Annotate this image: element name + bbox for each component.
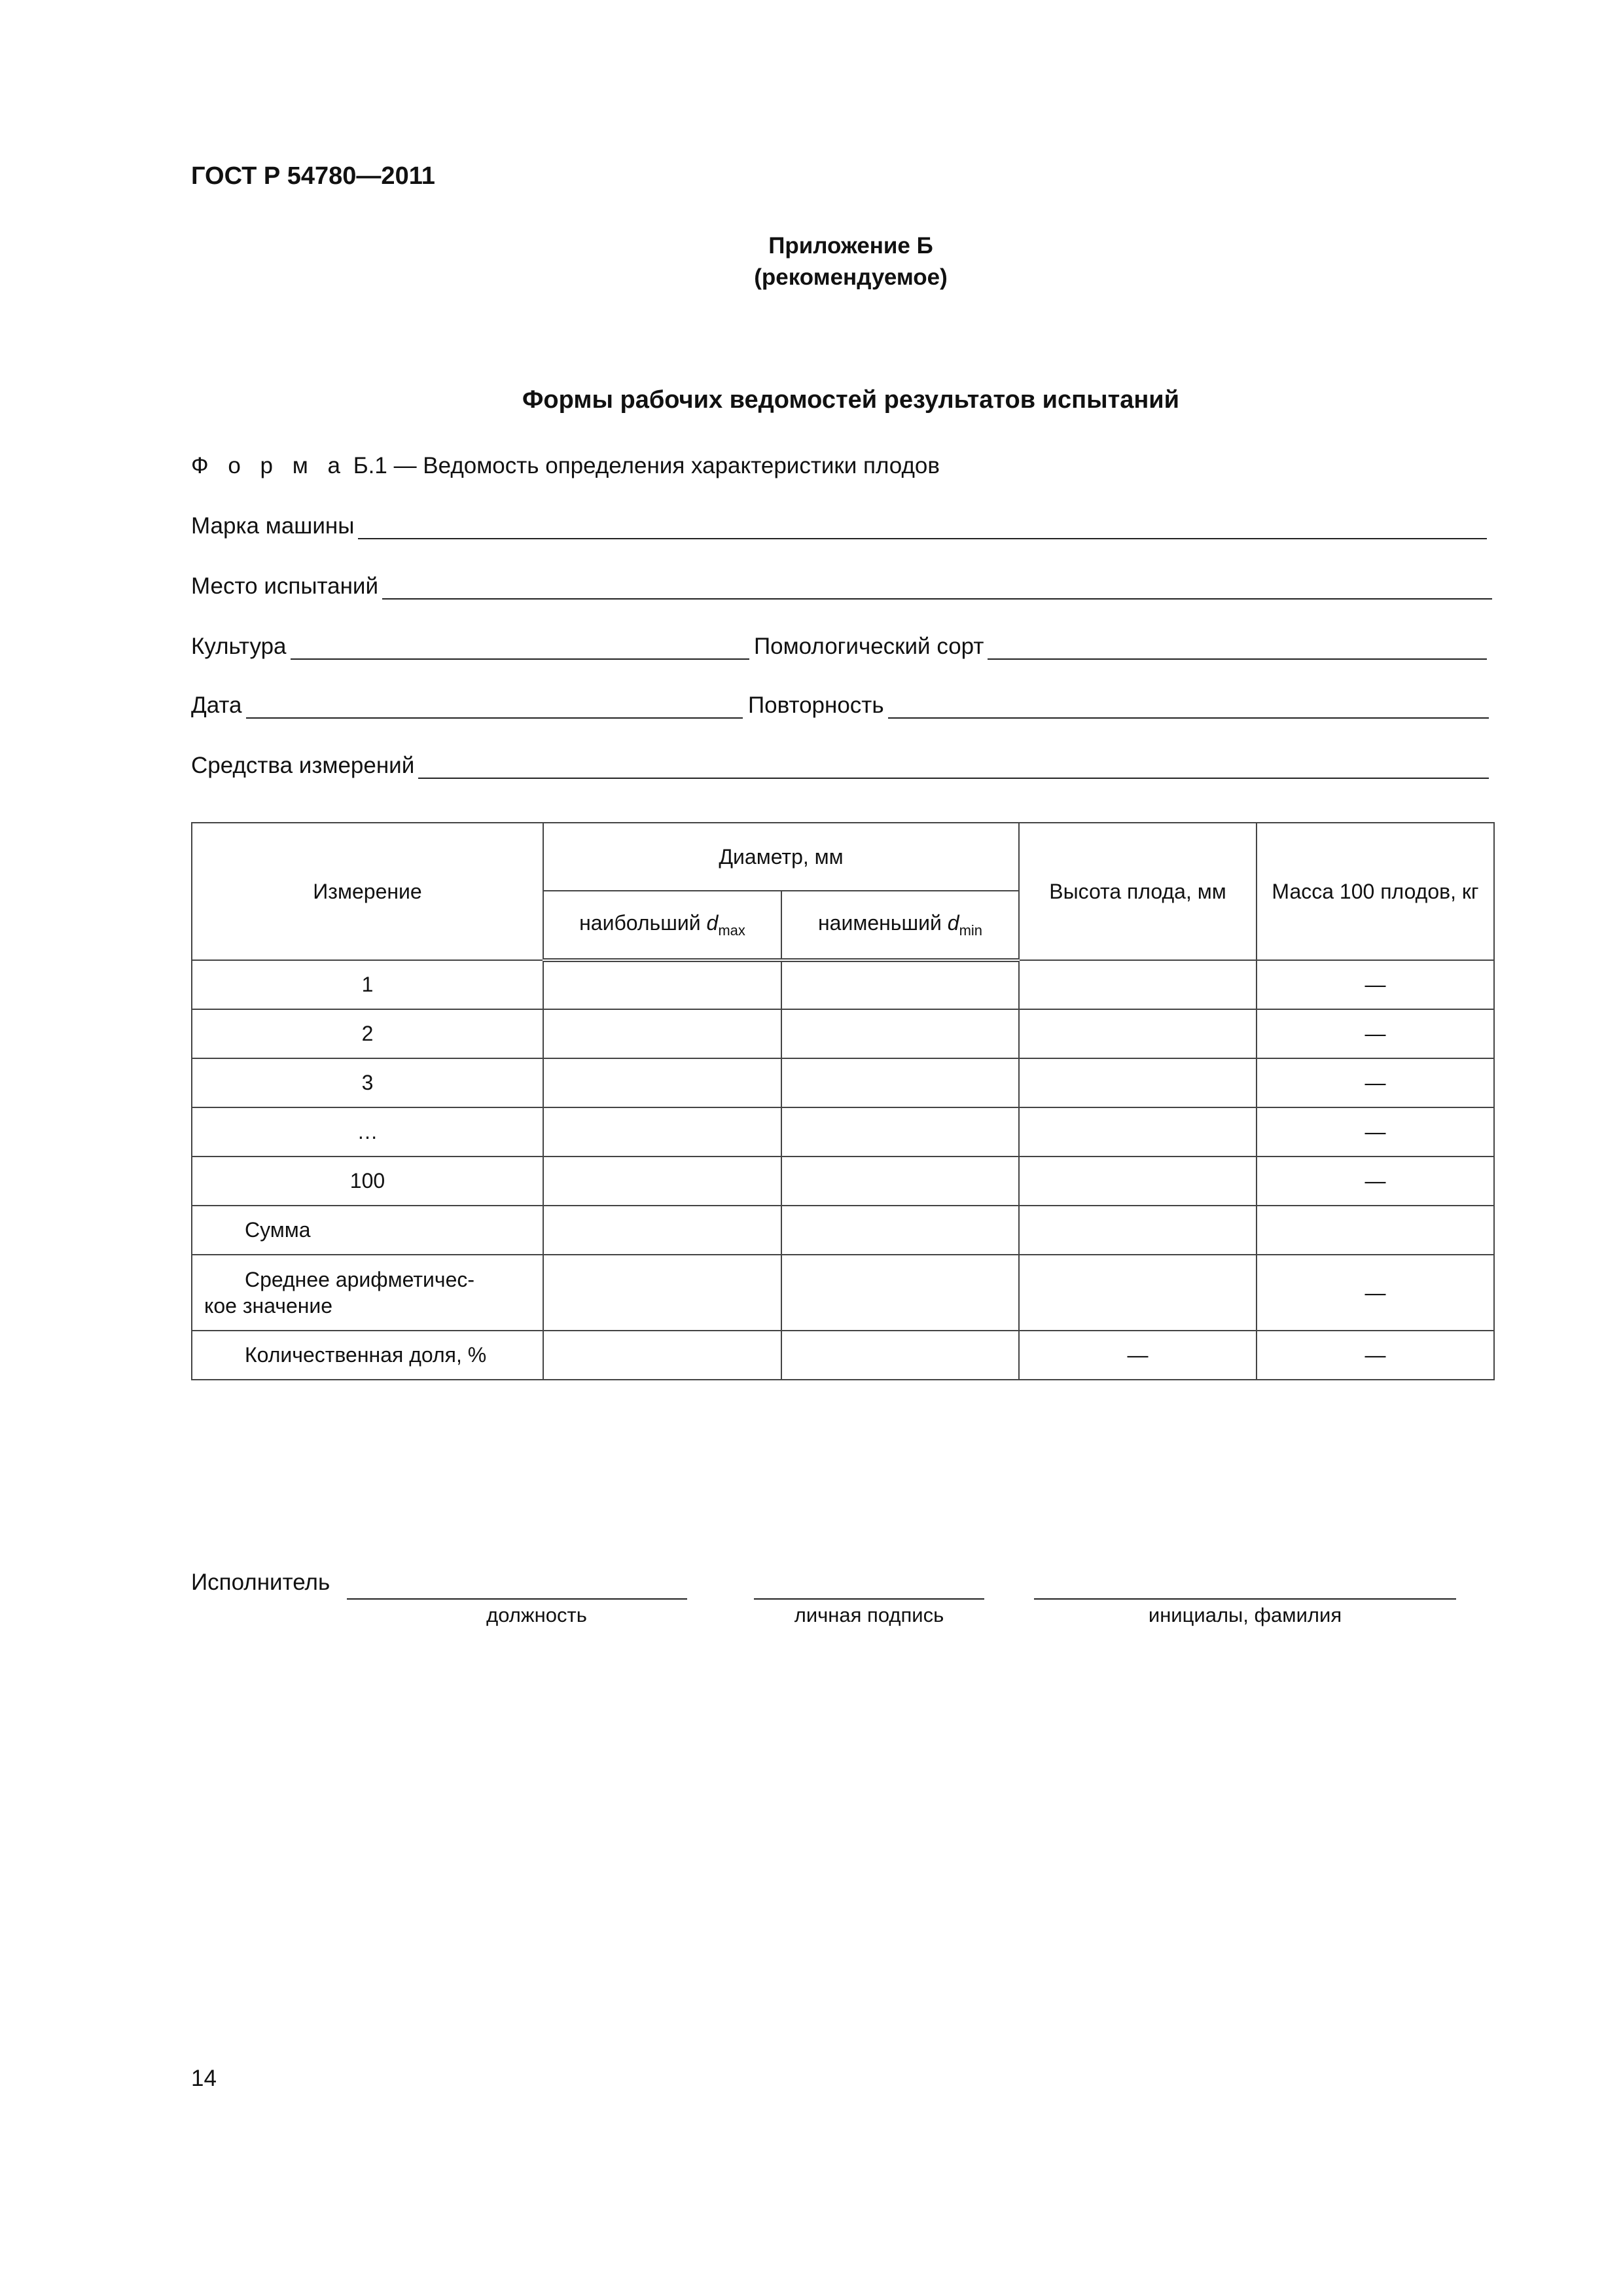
- cell-dmax[interactable]: [543, 1255, 781, 1331]
- position-line[interactable]: [347, 1597, 687, 1600]
- machine-brand-input-line[interactable]: [358, 509, 1487, 539]
- cell-mass: —: [1257, 1255, 1494, 1331]
- row-label: Количественная доля, %: [192, 1331, 543, 1380]
- cell-mass: —: [1257, 1058, 1494, 1107]
- pomological-variety-input-line[interactable]: [988, 630, 1487, 660]
- row-label: [192, 1255, 543, 1331]
- machine-brand-label: Марка машины: [191, 513, 355, 539]
- date-label: Дата: [191, 692, 242, 718]
- cell-dmax[interactable]: [543, 960, 781, 1009]
- section-title: Формы рабочих ведомостей результатов испытаний: [522, 386, 1179, 414]
- signature-line[interactable]: [754, 1597, 984, 1600]
- row-label: …: [192, 1107, 543, 1157]
- table-row-sum: [192, 1206, 1494, 1255]
- cell-dmax[interactable]: [543, 1009, 781, 1058]
- cell-dmin[interactable]: [781, 1009, 1019, 1058]
- cell-dmax[interactable]: [543, 1331, 781, 1380]
- cell-dmax[interactable]: [543, 1058, 781, 1107]
- cell-height[interactable]: [1019, 1107, 1257, 1157]
- cell-mass: —: [1257, 1331, 1494, 1380]
- form-caption-prefix: Ф о р м а: [191, 453, 347, 478]
- fruit-characteristics-table: [191, 822, 1495, 1380]
- cell-mass[interactable]: [1257, 1206, 1494, 1255]
- row-label: 2: [192, 1009, 543, 1058]
- pomological-variety-field[interactable]: [754, 628, 1487, 660]
- cell-dmax[interactable]: [543, 1157, 781, 1206]
- cell-height[interactable]: [1019, 1058, 1257, 1107]
- row-label: 1: [192, 960, 543, 1009]
- date-input-line[interactable]: [246, 689, 743, 719]
- repetition-label: Повторность: [748, 692, 884, 718]
- pomological-variety-label: Помологический сорт: [754, 634, 984, 659]
- cell-mass: —: [1257, 1107, 1494, 1157]
- cell-dmin[interactable]: [781, 960, 1019, 1009]
- col-header-measurement: Измерение: [192, 823, 543, 960]
- cell-height[interactable]: [1019, 1157, 1257, 1206]
- standard-code: ГОСТ Р 54780—2011: [191, 162, 435, 190]
- col-header-mass: Масса 100 плодов, кг: [1257, 823, 1494, 960]
- cell-height[interactable]: [1019, 1009, 1257, 1058]
- table-row: [192, 1058, 1494, 1107]
- cell-height: —: [1019, 1331, 1257, 1380]
- measuring-tools-label: Средства измерений: [191, 753, 415, 778]
- cell-dmin[interactable]: [781, 1157, 1019, 1206]
- crop-field[interactable]: [191, 628, 749, 660]
- row-label: 3: [192, 1058, 543, 1107]
- row-label: Сумма: [192, 1206, 543, 1255]
- page-number: 14: [191, 2066, 217, 2091]
- cell-dmin[interactable]: [781, 1206, 1019, 1255]
- form-caption: [191, 453, 940, 479]
- table-row-mean: [192, 1255, 1494, 1331]
- cell-mass: —: [1257, 1009, 1494, 1058]
- crop-input-line[interactable]: [291, 630, 749, 660]
- cell-dmin[interactable]: [781, 1107, 1019, 1157]
- crop-label: Культура: [191, 634, 287, 659]
- table-row: [192, 1107, 1494, 1157]
- signature-caption: личная подпись: [794, 1604, 944, 1626]
- machine-brand-field[interactable]: [191, 508, 1487, 539]
- name-line[interactable]: [1034, 1597, 1456, 1600]
- appendix-title: Приложение Б: [768, 233, 933, 259]
- appendix-status: (рекомендуемое): [754, 264, 948, 290]
- table-header-row: [192, 823, 1494, 891]
- col-header-diameter: Диаметр, мм: [543, 823, 1019, 891]
- measuring-tools-input-line[interactable]: [418, 749, 1489, 779]
- name-caption: инициалы, фамилия: [1148, 1604, 1342, 1626]
- test-place-input-line[interactable]: [382, 569, 1492, 600]
- row-label-part1: Среднее арифметичес-: [245, 1268, 475, 1291]
- cell-mass: —: [1257, 960, 1494, 1009]
- table-row: [192, 1009, 1494, 1058]
- appendix-heading: [0, 230, 1623, 293]
- cell-height[interactable]: [1019, 1255, 1257, 1331]
- cell-dmax[interactable]: [543, 1107, 781, 1157]
- table-row: [192, 960, 1494, 1009]
- cell-dmin[interactable]: [781, 1255, 1019, 1331]
- col-header-height: Высота плода, мм: [1019, 823, 1257, 960]
- table-row-share: [192, 1331, 1494, 1380]
- cell-dmin[interactable]: [781, 1331, 1019, 1380]
- row-label: 100: [192, 1157, 543, 1206]
- table-row: [192, 1157, 1494, 1206]
- col-header-diameter-min: наименьший $d_{min}$: [781, 891, 1019, 960]
- row-label-part2: кое значение: [204, 1294, 333, 1318]
- form-caption-text: Б.1 — Ведомость определения характеристики плодов: [353, 453, 940, 478]
- cell-mass: —: [1257, 1157, 1494, 1206]
- test-place-label: Место испытаний: [191, 573, 379, 599]
- repetition-input-line[interactable]: [888, 689, 1489, 719]
- cell-dmin[interactable]: [781, 1058, 1019, 1107]
- cell-height[interactable]: [1019, 1206, 1257, 1255]
- cell-dmax[interactable]: [543, 1206, 781, 1255]
- executor-label: Исполнитель: [191, 1570, 330, 1595]
- col-header-diameter-max: наибольший $d_{max}$: [543, 891, 781, 960]
- repetition-field[interactable]: [748, 687, 1489, 719]
- cell-height[interactable]: [1019, 960, 1257, 1009]
- date-field[interactable]: [191, 687, 743, 719]
- test-place-field[interactable]: [191, 568, 1492, 600]
- position-caption: должность: [486, 1604, 587, 1626]
- measuring-tools-field[interactable]: [191, 747, 1489, 779]
